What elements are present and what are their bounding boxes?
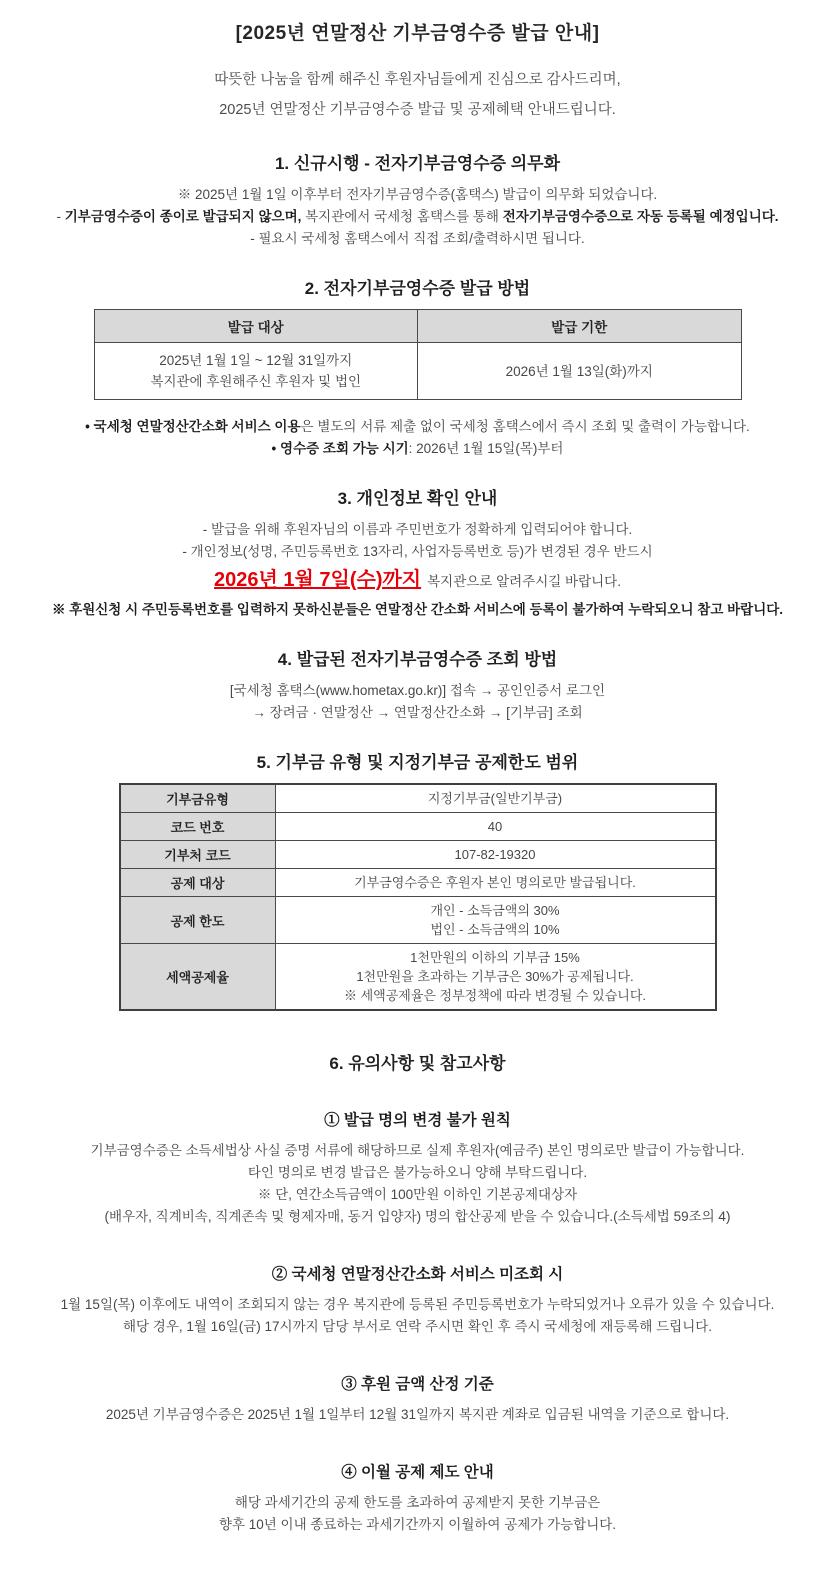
table-row-tax-credit-rate xyxy=(120,944,716,1011)
row-label-deduction-limit: 공제 한도 xyxy=(120,897,276,944)
regular-mid-text: 복지관에서 국세청 홈택스를 통해 xyxy=(301,209,503,224)
section-2 xyxy=(20,274,815,460)
subsection-4 xyxy=(20,1460,815,1536)
subsection-1-line-1: 기부금영수증은 소득세법상 사실 증명 서류에 해당하므로 실제 후원자(예금주) 본인 명의로만 발급이 가능합니다. xyxy=(90,1143,745,1158)
subsection-1 xyxy=(20,1108,815,1228)
section-1 xyxy=(20,149,815,250)
bullet-2-rest: : 2026년 1월 15일(목)부터 xyxy=(408,441,564,456)
intro-paragraph xyxy=(20,65,815,125)
subsection-1-heading: ① 발급 명의 변경 불가 원칙 xyxy=(324,1112,511,1129)
cell-issuance-deadline: 2026년 1월 13일(화)까지 xyxy=(418,343,742,400)
section-1-line-2 xyxy=(20,206,815,228)
deadline-date-highlight: 2026년 1월 7일(수)까지 xyxy=(214,569,422,591)
subsection-3-heading: ③ 후원 금액 산정 기준 xyxy=(341,1376,494,1393)
section-3-note: ※ 후원신청 시 주민등록번호를 입력하지 못하신분들은 연말정산 간소화 서비스에 등록이 불가하여 누락되오니 참고 바랍니다. xyxy=(51,602,784,617)
issuance-method-table xyxy=(94,309,742,400)
section-1-heading: 1. 신규시행 - 전자기부금영수증 의무화 xyxy=(274,154,561,173)
target-line-2: 복지관에 후원해주신 후원자 및 법인 xyxy=(150,374,362,389)
section-6-heading: 6. 유의사항 및 참고사항 xyxy=(329,1054,506,1073)
intro-line-1: 따뜻한 나눔을 함께 해주신 후원자님들에게 진심으로 감사드리며, xyxy=(214,72,621,88)
document-title: [2025년 연말정산 기부금영수증 발급 안내] xyxy=(235,23,600,44)
table-row-donee-code xyxy=(120,841,716,869)
section-4-heading: 4. 발급된 전자기부금영수증 조회 방법 xyxy=(277,650,558,669)
bullet-2-bold: • 영수증 조회 가능 시기 xyxy=(271,441,409,456)
bullet-1-rest: 은 별도의 서류 제출 없이 국세청 홈택스에서 즉시 조회 및 출력이 가능합니다. xyxy=(300,419,750,434)
bold-no-paper-receipt: 기부금영수증이 종이로 발급되지 않으며, xyxy=(64,209,302,224)
row-label-code-number: 코드 번호 xyxy=(120,813,276,841)
subsection-2 xyxy=(20,1262,815,1338)
table-header-row xyxy=(94,310,741,343)
subsection-4-heading: ④ 이월 공제 제도 안내 xyxy=(341,1464,494,1481)
table-row-donation-type xyxy=(120,784,716,813)
section-3-line-1: - 발급을 위해 후원자님의 이름과 주민번호가 정확하게 입력되어야 합니다. xyxy=(202,522,633,537)
tax-credit-line-3: ※ 세액공제율은 정부정책에 따라 변경될 수 있습니다. xyxy=(343,988,646,1003)
subsection-3 xyxy=(20,1372,815,1426)
subsection-1-line-2: 타인 명의로 변경 발급은 불가능하오니 양해 부탁드립니다. xyxy=(247,1165,588,1180)
section-1-line-1: ※ 2025년 1월 1일 이후부터 전자기부금영수증(홈택스) 발급이 의무화 되었습니다. xyxy=(177,187,658,202)
tax-credit-line-1: 1천만원의 이하의 기부금 15% xyxy=(410,950,580,965)
section-2-heading: 2. 전자기부금영수증 발급 방법 xyxy=(304,279,531,298)
subsection-4-line-1: 해당 과세기간의 공제 한도를 초과하여 공제받지 못한 기부금은 xyxy=(234,1495,601,1510)
subsection-1-line-4: (배우자, 직계비속, 직계존속 및 형제자매, 동거 입양자) 명의 합산공제 받을 수 있습니다.(소득세법 59조의 4) xyxy=(104,1209,731,1224)
deadline-tail-text: 복지관으로 알려주시길 바랍니다. xyxy=(427,574,621,589)
col-header-target: 발급 대상 xyxy=(94,310,418,343)
col-header-deadline: 발급 기한 xyxy=(418,310,742,343)
deduction-limit-line-2: 법인 - 소득금액의 10% xyxy=(430,922,560,937)
deduction-limit-line-1: 개인 - 소득금액의 30% xyxy=(430,903,560,918)
subsection-2-heading: ② 국세청 연말정산간소화 서비스 미조회 시 xyxy=(271,1266,564,1283)
intro-line-2: 2025년 연말정산 기부금영수증 발급 및 공제혜택 안내드립니다. xyxy=(219,102,616,118)
bullet-1-bold: • 국세청 연말정산간소화 서비스 이용 xyxy=(85,419,301,434)
section-3-deadline-line xyxy=(20,565,815,597)
section-4-line-1: [국세청 홈택스(www.hometax.go.kr)] 접속 → 공인인증서 로그인 xyxy=(229,683,606,698)
table-row-code-number xyxy=(120,813,716,841)
row-label-deduction-target: 공제 대상 xyxy=(120,869,276,897)
row-label-donation-type: 기부금유형 xyxy=(120,784,276,813)
row-value-donation-type: 지정기부금(일반기부금) xyxy=(275,784,716,813)
section-2-bullet-2 xyxy=(20,438,815,460)
section-3 xyxy=(20,484,815,621)
section-2-bullet-1 xyxy=(20,416,815,438)
bold-auto-registration: 전자기부금영수증으로 자동 등록될 예정입니다. xyxy=(502,209,779,224)
section-5-heading: 5. 기부금 유형 및 지정기부금 공제한도 범위 xyxy=(256,753,579,772)
table-row xyxy=(94,343,741,400)
table-row-deduction-limit xyxy=(120,897,716,944)
tax-credit-line-2: 1천만원을 초과하는 기부금은 30%가 공제됩니다. xyxy=(356,969,634,984)
subsection-1-line-3: ※ 단, 연간소득금액이 100만원 이하인 기본공제대상자 xyxy=(257,1187,578,1202)
row-value-deduction-limit xyxy=(275,897,716,944)
row-value-code-number: 40 xyxy=(275,813,716,841)
subsection-2-line-2: 해당 경우, 1월 16일(금) 17시까지 담당 부서로 연락 주시면 확인 후 즉시 국세청에 재등록해 드립니다. xyxy=(122,1319,713,1334)
row-label-tax-credit-rate: 세액공제율 xyxy=(120,944,276,1011)
dash-prefix: - xyxy=(56,209,65,224)
table-row-deduction-target xyxy=(120,869,716,897)
target-line-1: 2025년 1월 1일 ~ 12월 31일까지 xyxy=(159,353,353,368)
section-4 xyxy=(20,645,815,724)
section-5 xyxy=(20,748,815,1011)
section-3-heading: 3. 개인정보 확인 안내 xyxy=(337,489,498,508)
section-3-line-2: - 개인정보(성명, 주민등록번호 13자리, 사업자등록번호 등)가 변경된 경우 반드시 xyxy=(182,544,653,559)
subsection-2-line-1: 1월 15일(목) 이후에도 내역이 조회되지 않는 경우 복지관에 등록된 주민등록번호가 누락되었거나 오류가 있을 수 있습니다. xyxy=(60,1297,775,1312)
row-value-deduction-target: 기부금영수증은 후원자 본인 명의로만 발급됩니다. xyxy=(275,869,716,897)
row-value-donee-code: 107-82-19320 xyxy=(275,841,716,869)
row-label-donee-code: 기부처 코드 xyxy=(120,841,276,869)
donation-deduction-table xyxy=(119,783,717,1011)
subsection-3-line-1: 2025년 기부금영수증은 2025년 1월 1일부터 12월 31일까지 복지관 계좌로 입금된 내역을 기준으로 합니다. xyxy=(105,1407,730,1422)
section-6 xyxy=(20,1049,815,1536)
cell-issuance-target xyxy=(94,343,418,400)
section-4-line-2: → 장려금 · 연말정산 → 연말정산간소화 → [기부금] 조회 xyxy=(252,705,583,720)
section-1-line-3: - 필요시 국세청 홈택스에서 직접 조회/출력하시면 됩니다. xyxy=(250,231,585,246)
row-value-tax-credit-rate xyxy=(275,944,716,1011)
subsection-4-line-2: 향후 10년 이내 종료하는 과세기간까지 이월하여 공제가 가능합니다. xyxy=(218,1517,617,1532)
